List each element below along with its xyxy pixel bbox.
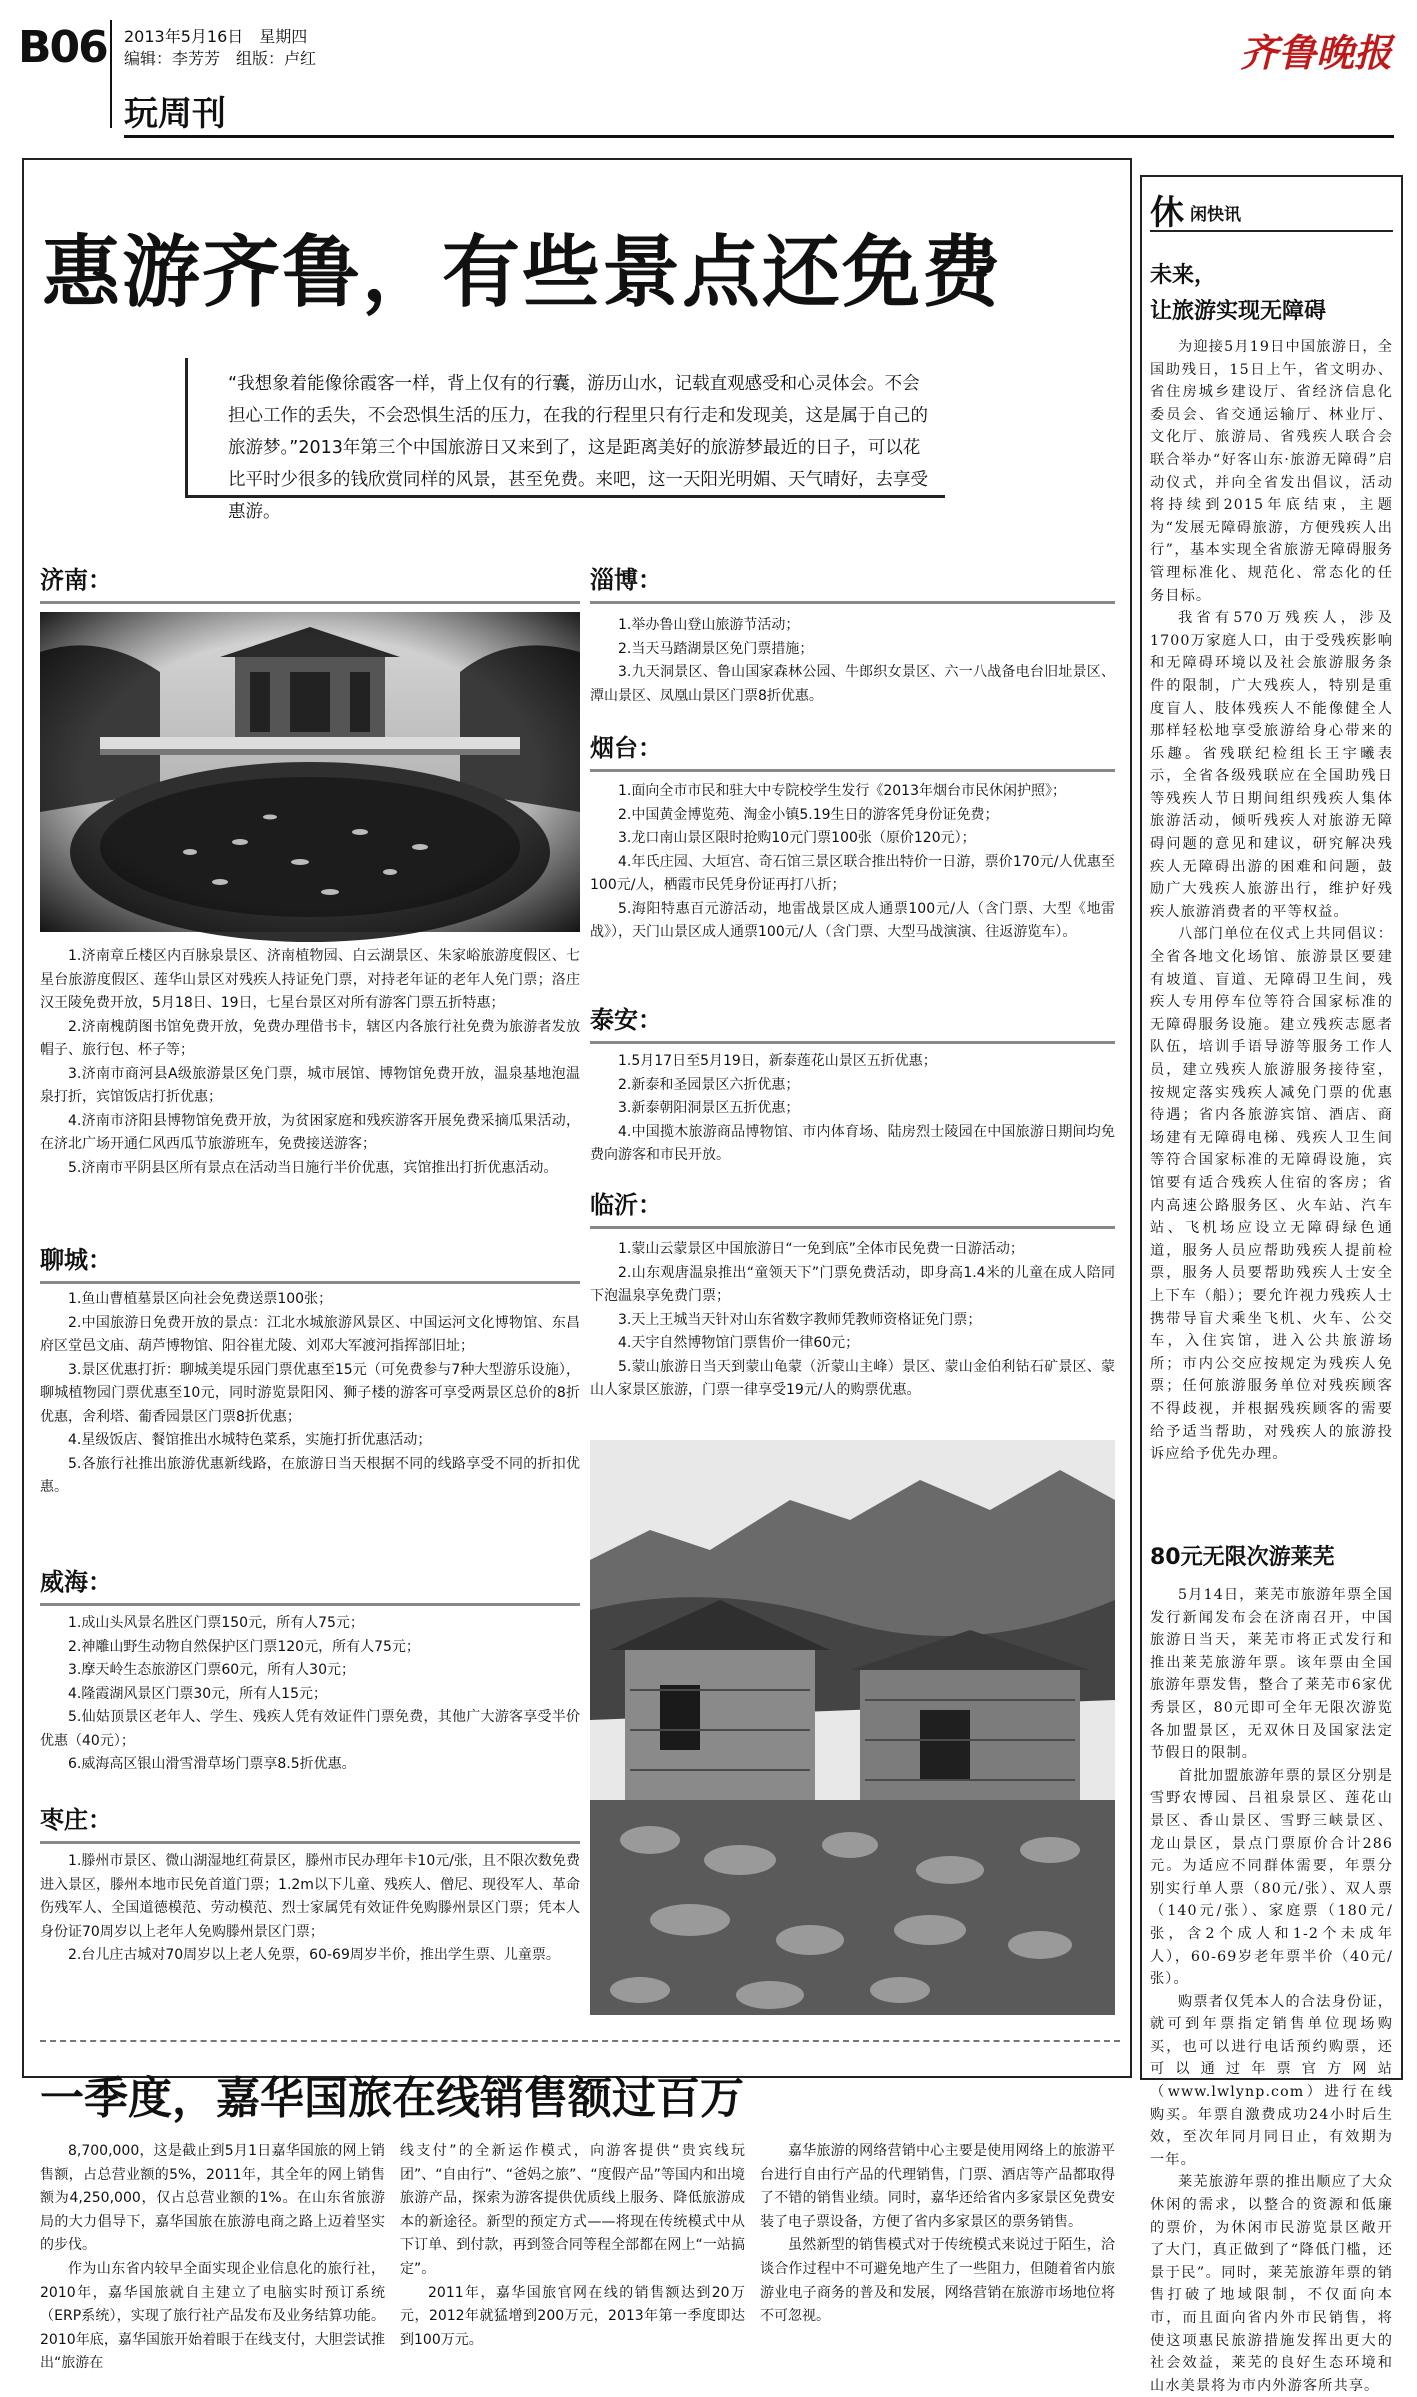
paragraph: 首批加盟旅游年票的景区分别是雪野农博园、吕祖泉景区、莲花山景区、香山景区、雪野三峡景区、龙山景区，景点门票原价合计286元。为适应不同群体需要，年票分别实行单人票（80元/张）、双人票（140元/张）、家庭票（180元/张，含2个成人和1-2个未成年人），60-69岁老年票半价（40元/张）。 [1150,1767,1393,1988]
paragraph: 我省有570万残疾人，涉及1700万家庭人口，由于受残疾影响和无障碍环境以及社会旅游服务条件的限制，广大残疾人，特别是重度盲人、肢体残疾人不能像健全人那样轻松地享受旅游给身心带来的乐趣。省残联纪检组长王宇曦表示，全省各级残联应在全国助残日等残疾人节日期间组织残疾人集体旅游活动，倾听残疾人对旅游无障碍问题的意见和建议，研究解决残疾人无障碍出游的困难和问题，鼓励广大残疾人旅游出行，维护好残疾人旅游消费者的平等权益。 [1150,610,1393,920]
list-item: 5.各旅行社推出旅游优惠新线路，在旅游日当天根据不同的线路享受不同的折扣优惠。 [40,1455,580,1495]
list-item: 4.天宇自然博物馆门票售价一律60元； [618,1335,860,1351]
list-item: 6.威海高区银山滑雪滑草场门票享8.5折优惠。 [68,1756,356,1772]
city-title: 泰安： [590,1006,662,1034]
list-item: 1.鱼山曹植墓景区向社会免费送票100张； [68,1291,333,1307]
paragraph: 线支付”的全新运作模式，向游客提供“贵宾线玩团”、“自由行”、“爸妈之旅”、“度假产品”等国内和出境旅游产品，探索为游客提供优质线上服务、降低旅游成本的新途径。新型的预定方式——将现在传统模式中从下订单、到付款，再到签合同等程全部都在网上“一站搞定”。 [400,2143,745,2277]
list-item: 2.神雕山野生动物自然保护区门票120元，所有人75元； [68,1638,420,1655]
list-item: 4.星级饭店、餐馆推出水城特色菜系，实施打折优惠活动； [68,1432,432,1448]
sidebar-headline-2: 80元无限次游莱芜 [1150,1545,1335,1570]
sidebar-rule [1150,230,1393,232]
list-item: 1.蒙山云蒙景区中国旅游日“一免到底”全体市民免费一日游活动； [618,1241,1024,1257]
city-rule [590,1041,1115,1044]
paragraph: 嘉华旅游的网络营销中心主要是使用网络上的旅游平台进行自由行产品的代理销售，门票、酒店等产品都取得了不错的销售业绩。同时，嘉华还给省内多家景区免费安装了电子票设备，方便了省内多家景区的票务销售。 [760,2143,1115,2230]
paragraph: 作为山东省内较早全面实现企业信息化的旅行社，2010年，嘉华国旅就自主建立了电脑实时预订系统（ERP系统），实现了旅行社产品发布及业务结算功能。2010年底，嘉华国旅开始着眼于在线支付，大胆尝试推出“旅游在 [40,2260,385,2372]
list-item: 4.年氏庄园、大垣宫、奇石馆三景区联合推出特价一日游，票价170元/人优惠至100元/人，栖霞市民凭身份证再打八折； [590,853,1115,893]
weihai-list [40,1612,580,1777]
list-item: 4.济南市济阳县博物馆免费开放，为贫困家庭和残疾游客开展免费采摘瓜果活动，在济北广场开通仁风西瓜节旅游班车，免费接送游客； [40,1112,580,1152]
paragraph: 2011年，嘉华国旅官网在线的销售额达到20万元，2012年就猛增到200万元，2013年第一季度即达到100万元。 [400,2284,745,2348]
city-rule [590,769,1115,772]
city-rule [590,1226,1115,1229]
zaozhuang-list [40,1850,580,1968]
list-item: 1.成山头风景名胜区门票150元，所有人75元； [68,1615,364,1631]
paragraph: 8,700,000，这是截止到5月1日嘉华国旅的网上销售额，占总营业额的5%，2011年，其全年的网上销售额为4,250,000，仅占总营业额的1%。在山东省旅游局的大力倡导下，嘉华国旅在旅游电商之路上迈着坚实的步伐。 [40,2143,385,2254]
editors: 编辑：李芳芳 组版：卢红 [124,49,317,68]
list-item: 3.新泰朝阳洞景区五折优惠； [618,1100,800,1116]
list-item: 3.景区优惠打折：聊城美堤乐园门票优惠至15元（可免费参与7种大型游乐设施），聊城植物园门票优惠至10元，同时游览景阳冈、狮子楼的游客可享受两景区总价的8折优惠，舍利塔、葡香园景区门票8折优惠； [40,1361,580,1425]
paragraph: 5月14日，莱芜市旅游年票全国发行新闻发布会在济南召开，中国旅游日当天，莱芜市将正式发行和推出莱芜旅游年票。该年票由全国旅游年票发售，整合了莱芜市6家优秀景区，80元即可全年无限次游览各加盟景区，无双休日及国家法定节假日的限制。 [1150,1587,1393,1762]
lead-quote: “我想象着能像徐霞客一样，背上仅有的行囊，游历山水，记载直观感受和心灵体会。不会担心工作的丢失，不会恐惧生活的压力，在我的行程里只有行走和发现美，这是属于自己的旅游梦。”2013年第三个中国旅游日又来到了，这是距离美好的旅游梦最近的日子，可以花比平时少很多的钱欣赏同样的风景，甚至免费。来吧，这一天阳光明媚、天气晴好，去享受惠游。 [185,358,945,498]
city-liaocheng-block [40,1240,580,1284]
list-item: 2.当天马踏湖景区免门票措施； [618,640,814,657]
list-item: 1.5月17日至5月19日，新泰莲花山景区五折优惠； [618,1053,937,1069]
city-yantai-block [590,728,1115,772]
main-headline: 惠游齐鲁，有些景点还免费 [42,228,1003,318]
city-title: 威海： [40,1568,112,1596]
city-zaozhuang-block [40,1800,580,1844]
city-rule [40,1281,580,1284]
city-taian-block [590,1000,1115,1044]
list-item: 1.滕州市景区、微山湖湿地红荷景区，滕州市民办理年卡10元/张，且不限次数免费进入景区，滕州本地市民免首道门票；1.2m以下儿童、残疾人、僧尼、现役军人、革命伤残军人、全国道德模范、劳动模范、烈士家属凭有效证件免购滕州景区门票；凭本人身份证70周岁以上老年人免购滕州景区门票； [40,1853,580,1940]
taian-list [590,1050,1115,1168]
sidebar-headline-1a: 未来， [1150,263,1217,288]
bottom-column-2 [400,2140,745,2352]
newspaper-logo: 齐鲁晚报 [1240,30,1393,75]
city-rule [40,601,580,604]
page-number: B06 [18,22,107,73]
list-item: 1.面向全市市民和驻大中专院校学生发行《2013年烟台市民休闲护照》； [618,783,1066,799]
section-title: 玩周刊 [124,94,226,134]
list-item: 4.隆霞湖风景区门票30元，所有人15元； [68,1685,327,1702]
city-title: 聊城： [40,1246,112,1274]
list-item: 2.台儿庄古城对70周岁以上老人免票，60-69周岁半价，推出学生票、儿童票。 [68,1947,560,1963]
list-item: 5.济南市平阴县区所有景点在活动当日施行半价优惠，宾馆推出打折优惠活动。 [68,1159,558,1176]
liaocheng-list [40,1288,580,1500]
list-item: 5.仙姑顶景区老年人、学生、残疾人凭有效证件门票免费，其他广大游客享受半价优惠（40元）； [40,1709,580,1749]
paragraph: 莱芜旅游年票的推出顺应了大众休闲的需求，以整合的资源和低廉的票价，为休闲市民游览景区敞开了大门，真正做到了“降低门槛，还景于民”。同时，莱芜旅游年票的销售打破了地域限制，不仅面向本市，而且面向省内外市民销售，将使这项惠民旅游措施发挥出更大的社会效益，莱芜的良好生态环境和山水美景将为市内外游客所共享。 [1150,2174,1393,2394]
city-rule [40,1841,580,1844]
city-rule [590,601,1115,604]
city-weihai-block [40,1562,580,1606]
list-item: 2.中国旅游日免费开放的景点：江北水城旅游风景区、中国运河文化博物馆、东昌府区堂邑文庙、葫芦博物馆、阳谷崔尤陵、刘邓大军渡河指挥部旧址； [40,1314,580,1354]
city-zibo-block [590,560,1115,604]
photo-stone-village [590,1440,1115,2015]
list-item: 3.龙口南山景区限时抢购10元门票100张（原价120元）； [618,830,976,846]
list-item: 1.济南章丘楼区内百脉泉景区、济南植物园、白云湖景区、朱家峪旅游度假区、七星台旅游度假区、莲华山景区对残疾人持证免门票，对持老年证的老年人免门票；洛庄汉王陵免费开放，5月18日、19日，七星台景区对所有游客门票五折特惠； [40,948,580,1011]
header-divider [110,20,112,128]
list-item: 2.济南槐荫图书馆免费开放，免费办理借书卡，辖区内各旅行社免费为旅游者发放帽子、旅行包、杯子等； [40,1018,580,1058]
sidebar-article-2 [1150,1540,1393,2397]
city-title: 枣庄： [40,1806,112,1834]
sidebar-article-1 [1150,258,1393,1466]
bottom-headline: 一季度，嘉华国旅在线销售额过百万 [40,2073,744,2124]
header-rule [124,135,1394,138]
sidebar-tag: 休 [1150,193,1184,233]
list-item: 2.中国黄金博览苑、淘金小镇5.19生日的游客凭身份证免费； [618,806,999,823]
city-title: 烟台： [590,734,662,762]
paragraph: 虽然新型的销售模式对于传统模式来说过于陌生，洽谈合作过程中不可避免地产生了一些阻力，但随着省内旅游业电子商务的普及和发展，网络营销在旅游市场地位将不可忽视。 [760,2237,1115,2325]
list-item: 3.摩天岭生态旅游区门票60元，所有人30元； [68,1662,355,1678]
yantai-list [590,780,1115,945]
sidebar-tag-sub: 闲快讯 [1190,205,1241,225]
list-item: 3.九天洞景区、鲁山国家森林公园、牛郎织女景区、六一八战备电台旧址景区、潭山景区、凤凰山景区门票8折优惠。 [590,664,1115,704]
list-item: 1.举办鲁山登山旅游节活动； [618,617,800,633]
photo-spring-pool [40,612,580,932]
city-rule [40,1603,580,1606]
city-linyi-block [590,1185,1115,1229]
paragraph: 购票者仅凭本人的合法身份证，就可到年票指定销售单位现场购买，也可以进行电话预约购票，还可以通过年票官方网站（www.lwlynp.com）进行在线购买。年票自激费成功24小时后生效，至次年同月同日止，有效期为一年。 [1150,1993,1393,2168]
list-item: 3.天上王城当天针对山东省数字教师凭教师资格证免门票； [618,1311,982,1328]
list-item: 3.济南市商河县A级旅游景区免门票，城市展馆、博物馆免费开放，温泉基地泡温泉打折，宾馆饭店打折优惠； [40,1065,580,1105]
header-meta [124,26,316,70]
bottom-column-3 [760,2140,1115,2329]
sidebar-headline-1b: 让旅游实现无障碍 [1150,299,1327,324]
linyi-list [590,1238,1115,1403]
list-item: 2.新泰和圣园景区六折优惠； [618,1076,800,1093]
list-item: 5.海阳特惠百元游活动，地雷战景区成人通票100元/人（含门票、大型《地雷战》），天门山景区成人通票100元/人（含门票、大型马战演演、往返游览车）。 [590,900,1115,940]
city-jinan-block [40,560,580,604]
jinan-list [40,945,580,1180]
paragraph: 八部门单位在仪式上共同倡议：全省各地文化场馆、旅游景区要建有坡道、盲道、无障碍卫生间，残疾人专用停车位等符合国家标准的无障碍服务设施。建立残疾志愿者队伍，培训手语导游等服务工作人员，建立残疾人旅游服务接待室，按规定落实残疾人减免门票的优惠待遇；省内各旅游宾馆、酒店、商场建有无障碍电梯、残疾人卫生间等符合国家标准的无障碍设施，宾馆要有适合残疾人住宿的客房；省内高速公路服务区、火车站、汽车站、飞机场应设立无障碍绿色通道，服务人员应帮助残疾人提前检票，服务人员要帮助残疾人士安全上下车（船）；要允许视力残疾人士携带导盲犬乘坐飞机、火车、公交车，入住宾馆，进入公共旅游场所；市内公交应按规定为残疾人免票；任何旅游服务单位对残疾顾客不得歧视，并根据残疾顾客的需要给予适当帮助，对残疾人的旅游投诉应给予优先办理。 [1150,926,1393,1463]
list-item: 4.中国揽木旅游商品博物馆、市内体育场、陆房烈士陵园在中国旅游日期间均免费向游客和市民开放。 [590,1123,1115,1163]
zibo-list [590,614,1115,708]
list-item: 5.蒙山旅游日当天到蒙山龟蒙（沂蒙山主峰）景区、蒙山金伯利钻石矿景区、蒙山人家景区旅游，门票一律享受19元/人的购票优惠。 [590,1358,1115,1398]
city-title: 济南： [40,566,112,594]
list-item: 2.山东观唐温泉推出“童领天下”门票免费活动，即身高1.4米的儿童在成人陪同下泡温泉享免费门票； [590,1264,1115,1304]
city-title: 临沂： [590,1191,662,1219]
city-title: 淄博： [590,566,662,594]
paragraph: 为迎接5月19日中国旅游日，全国助残日，15日上午，省文明办、省住房城乡建设厅、省经济信息化委员会、省交通运输厅、林业厅、文化厅、旅游局、省残疾人联合会联合举办“好客山东·旅游无障碍”启动仪式，并向全省发出倡议，活动将持续到2015年底结束，主题为“发展无障碍旅游，方便残疾人出行”，基本实现全省旅游无障碍服务管理标准化、规范化、常态化的任务目标。 [1150,339,1393,604]
issue-date: 2013年5月16日 星期四 [124,27,308,46]
section-divider [40,2040,1120,2042]
bottom-column-1 [40,2140,385,2376]
